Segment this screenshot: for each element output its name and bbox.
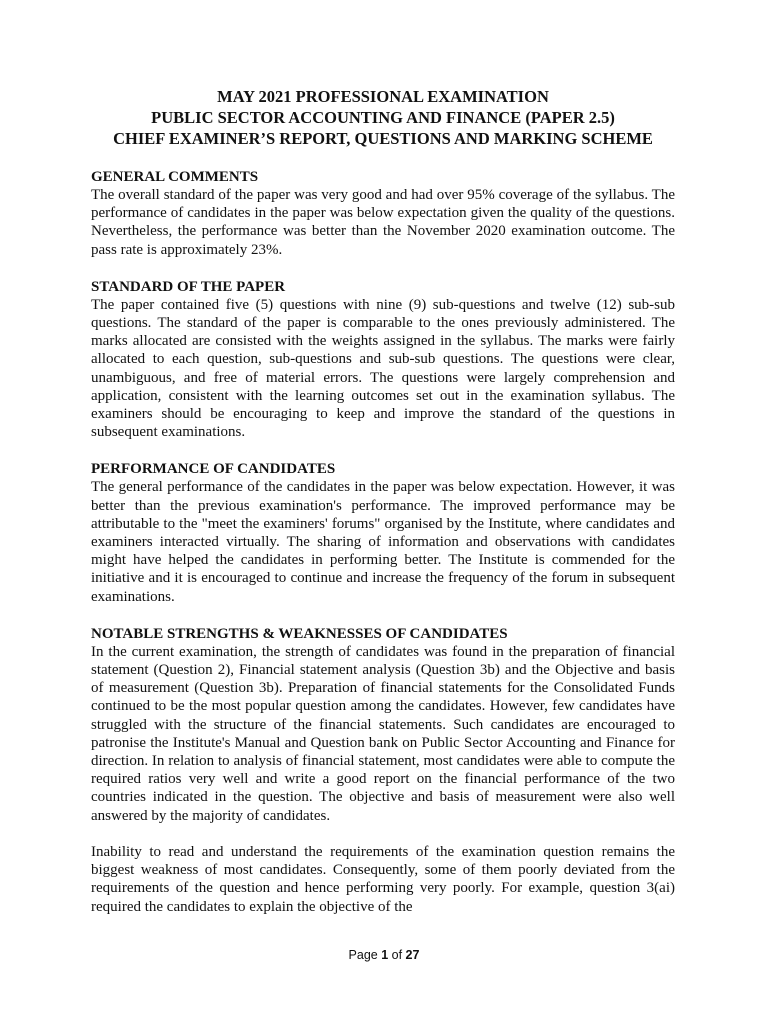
section-strengths-weaknesses (91, 625, 675, 916)
title-line-paper: PUBLIC SECTOR ACCOUNTING AND FINANCE (PAPER 2.5) (151, 108, 615, 127)
section-paragraph: The overall standard of the paper was very good and had over 95% coverage of the syllabus. The performance of candidates in the paper was below expectation given the quality of the questions. Nevertheless, the performance was better than the November 2020 examination outcome. The pass rate is approximately 23%. (91, 187, 675, 258)
document-page (91, 86, 675, 916)
section-heading: STANDARD OF THE PAPER (91, 278, 286, 295)
page-number-current: 1 (381, 948, 389, 962)
section-heading: GENERAL COMMENTS (91, 169, 259, 185)
section-heading: NOTABLE STRENGTHS & WEAKNESSES OF CANDIDATES (91, 625, 508, 642)
section-paragraph: Inability to read and understand the requirements of the examination question remains the biggest weakness of most candidates. Consequently, some of them poorly deviated from the requirements of the question and hence performing very poorly. For example, question 3(ai) required the candidates to explain the objective of the (91, 843, 675, 915)
page-number-separator: of (388, 948, 406, 962)
page-number (0, 948, 768, 962)
section-paragraph: The paper contained five (5) questions with nine (9) sub-questions and twelve (12) sub-sub questions. The standard of the paper is comparable to the ones previously administered. The marks allocated are consisted with the weights assigned in the syllabus. The marks were fairly allocated to each question, sub-questions and sub-sub questions. The questions were clear, unambiguous, and free of material errors. The questions were largely comprehension and application, consistent with the learning outcomes set out in the examination syllabus. The examiners should be encouraging to keep and improve the standard of the questions in subsequent examinations. (91, 296, 675, 441)
page-number-total: 27 (405, 948, 420, 962)
title-line-exam: MAY 2021 PROFESSIONAL EXAMINATION (217, 87, 549, 106)
section-performance (91, 460, 675, 605)
section-paragraph: In the current examination, the strength of candidates was found in the preparation of financial statement (Question 2), Financial statement analysis (Question 3b) and the Objective and basis of measurement (Question 3b). Preparation of financial statements for the Consolidated Funds continued to be the most popular question among the candidates. However, few candidates have struggled with the structure of the financial statements. Such candidates are encouraged to patronise the Institute's Manual and Question bank on Public Sector Accounting and Finance for direction. In relation to analysis of financial statement, most candidates were able to compute the required ratios very well and write a good report on the financial performance of the two countries indicated in the question. The objective and basis of measurement were also well answered by the majority of candidates. (91, 643, 675, 824)
page-number-prefix: Page (348, 948, 382, 962)
section-general-comments (91, 168, 675, 259)
section-paragraph: The general performance of the candidates in the paper was below expectation. However, it was better than the previous examination's performance. The improved performance may be attributable to the "meet the examiners' forums" organised by the Institute, where candidates and examiners interacted virtually. The sharing of information and observations with candidates might have helped the candidates in performing better. The Institute is commended for the initiative and it is encouraged to continue and increase the frequency of the forum in subsequent examinations. (91, 479, 675, 605)
section-heading: PERFORMANCE OF CANDIDATES (91, 461, 336, 478)
title-line-report: CHIEF EXAMINER’S REPORT, QUESTIONS AND MARKING SCHEME (113, 129, 653, 148)
report-title (71, 86, 695, 149)
section-standard-of-paper (91, 278, 675, 442)
